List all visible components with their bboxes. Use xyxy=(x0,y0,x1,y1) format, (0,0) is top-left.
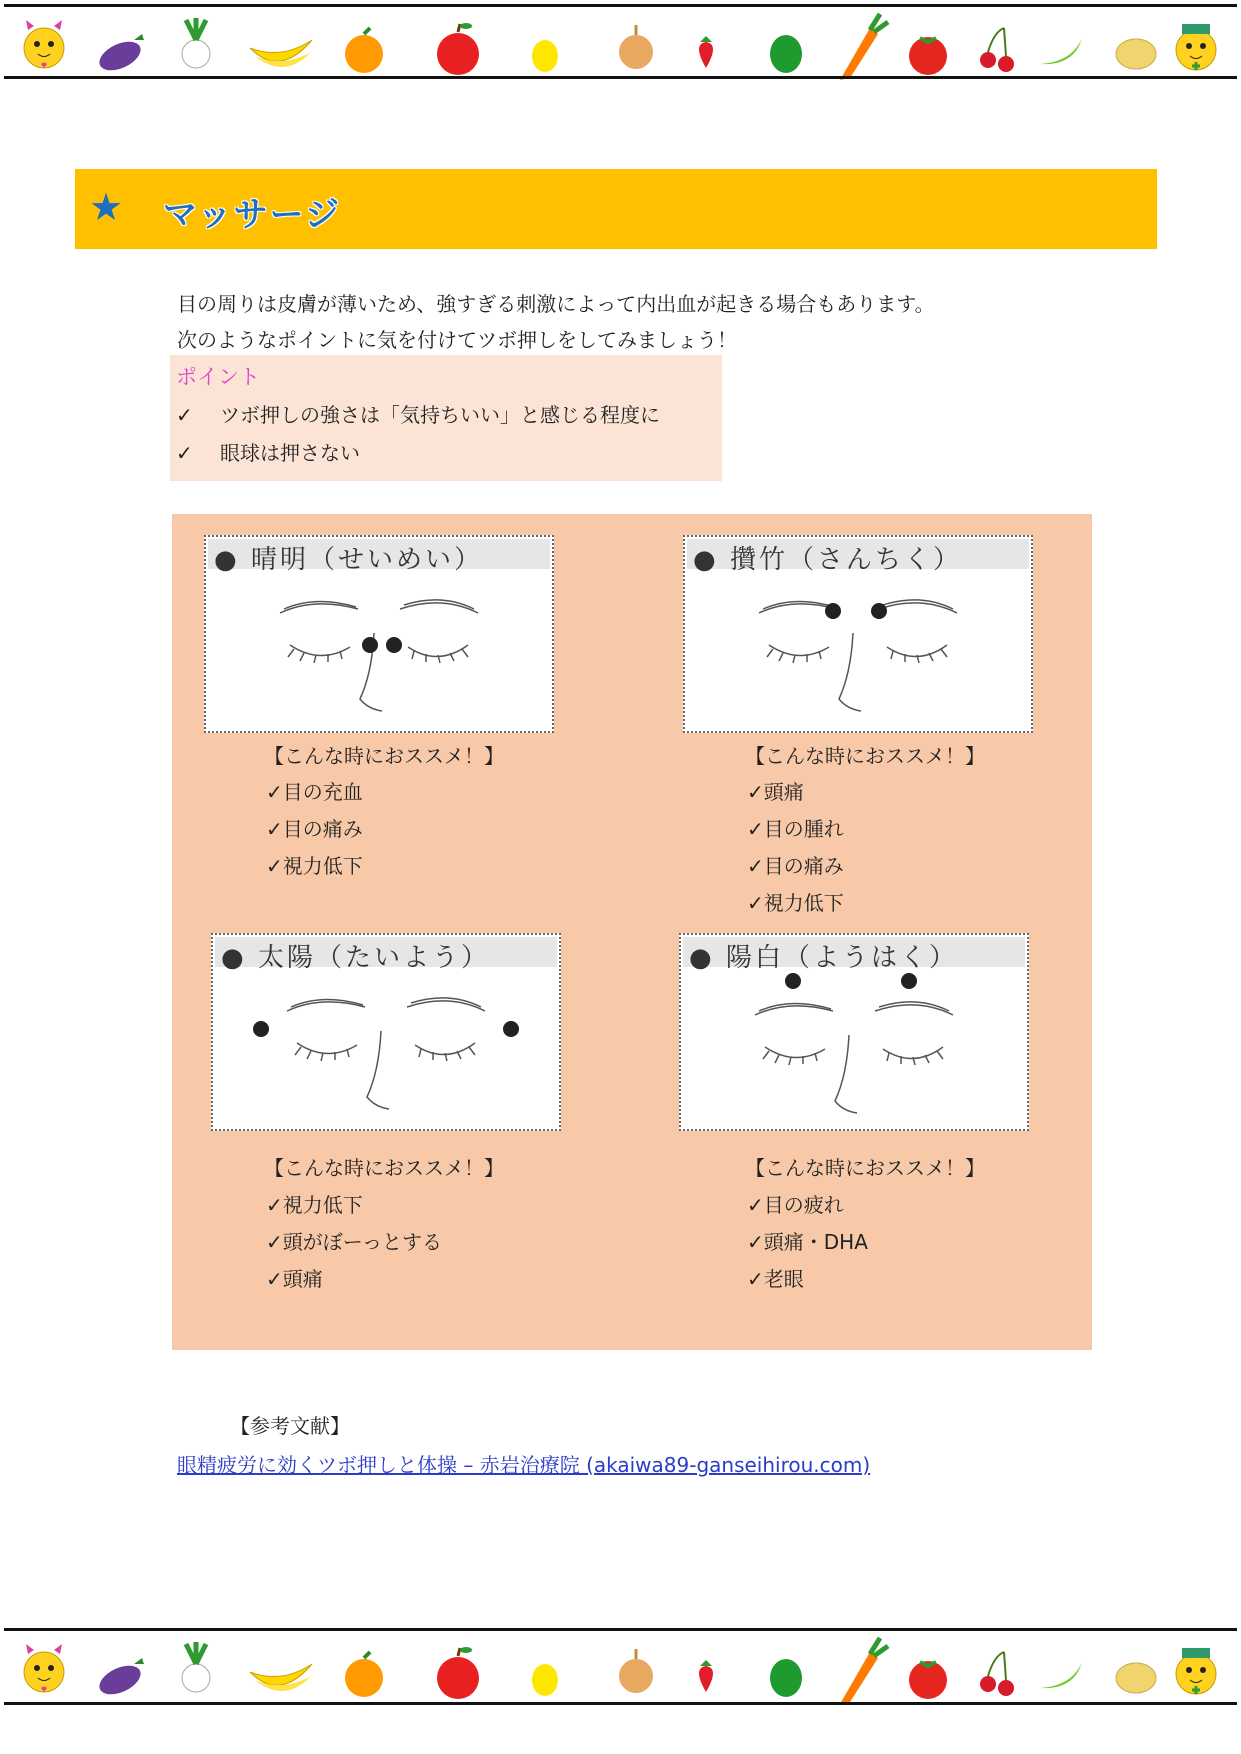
check-icon: ✓ xyxy=(176,441,193,465)
point-item: ✓ ツボ押しの強さは「気持ちいい」と感じる程度に xyxy=(176,403,660,427)
mascot-nurse-icon xyxy=(1176,1648,1216,1694)
point-item: ✓ 眼球は押さない xyxy=(176,441,360,465)
cherry-icon xyxy=(980,28,1014,72)
bottom-icon-strip xyxy=(0,1632,1241,1706)
check-icon: ✓ xyxy=(176,403,193,427)
tsubo-image-frame xyxy=(211,933,561,1131)
apple-icon xyxy=(437,23,479,75)
mascot-girl-icon xyxy=(24,1644,64,1692)
banana-icon xyxy=(250,1664,312,1691)
recommend-title: 【こんな時におススメ！】 xyxy=(264,1156,504,1180)
tsubo-taiyou xyxy=(211,933,561,1133)
tomato-icon xyxy=(909,37,947,75)
pea-pod-icon xyxy=(1040,38,1082,64)
cherry-icon xyxy=(980,1652,1014,1696)
points-title: ポイント xyxy=(176,365,260,389)
orange-icon xyxy=(345,1652,383,1697)
mascot-nurse-icon xyxy=(1176,24,1216,70)
recommend-title: 【こんな時におススメ！】 xyxy=(264,744,504,768)
orange-icon xyxy=(345,28,383,73)
tsubo-image-frame xyxy=(679,933,1029,1131)
star-icon: ★ xyxy=(89,185,124,229)
recommend-item: ✓頭がぼーっとする xyxy=(266,1230,442,1254)
face-diagram-icon xyxy=(687,569,1029,729)
section-heading xyxy=(75,169,1157,249)
apple-icon xyxy=(437,1647,479,1699)
top-icon-strip xyxy=(0,8,1241,82)
green-pepper-icon xyxy=(770,35,802,73)
tsubo-youhaku xyxy=(679,933,1029,1133)
bottom-border-line-lower xyxy=(4,1702,1237,1705)
onion-icon xyxy=(619,25,653,69)
recommend-item: ✓視力低下 xyxy=(747,891,844,915)
top-border-line xyxy=(4,4,1237,7)
tsubo-image-frame xyxy=(204,535,554,733)
mascot-girl-icon xyxy=(24,20,64,68)
turnip-icon xyxy=(182,1642,210,1692)
onion-icon xyxy=(619,1649,653,1693)
tsubo-label: ● 晴明（せいめい） xyxy=(214,545,483,575)
recommend-item: ✓頭痛 xyxy=(747,780,804,804)
tomato-icon xyxy=(909,1661,947,1699)
tsubo-label: ● 陽白（ようはく） xyxy=(689,943,958,973)
tsubo-seimei xyxy=(204,535,554,735)
top-border-line-lower xyxy=(4,76,1237,79)
intro-line-1: 目の周りは皮膚が薄いため、強すぎる刺激によって内出血が起きる場合もあります。 xyxy=(177,292,935,316)
intro-line-2: 次のようなポイントに気を付けてツボ押しをしてみましょう！ xyxy=(177,328,737,352)
face-diagram-icon xyxy=(208,569,550,729)
recommend-item: ✓目の腫れ xyxy=(747,817,844,841)
recommend-item: ✓頭痛・DHA xyxy=(747,1230,868,1254)
strawberry-icon xyxy=(699,36,713,68)
recommend-item: ✓視力低下 xyxy=(266,1193,363,1217)
bottom-border-decoration xyxy=(0,1626,1241,1706)
recommend-title: 【こんな時におススメ！】 xyxy=(745,744,985,768)
eggplant-icon xyxy=(95,1658,145,1700)
face-diagram-icon xyxy=(215,967,557,1127)
tsubo-label: ● 攢竹（さんちく） xyxy=(693,545,962,575)
recommend-item: ✓頭痛 xyxy=(266,1267,323,1291)
tsubo-sanchiku xyxy=(683,535,1033,735)
recommend-item: ✓目の疲れ xyxy=(747,1193,844,1217)
pea-pod-icon xyxy=(1040,1662,1082,1688)
top-border-decoration xyxy=(0,0,1241,80)
recommend-title: 【こんな時におススメ！】 xyxy=(745,1156,985,1180)
carrot-icon xyxy=(840,14,888,80)
reference-link[interactable]: 眼精疲労に効くツボ押しと体操 – 赤岩治療院 (akaiwa89-ganseihirou.com) xyxy=(177,1453,871,1477)
banana-icon xyxy=(250,40,312,67)
lemon-icon xyxy=(532,40,558,72)
points-box xyxy=(170,355,722,481)
eggplant-icon xyxy=(95,34,145,76)
tsubo-image-frame xyxy=(683,535,1033,733)
carrot-icon xyxy=(840,1638,888,1704)
turnip-icon xyxy=(182,18,210,68)
recommend-item: ✓目の充血 xyxy=(266,780,363,804)
potato-icon xyxy=(1116,39,1156,69)
face-diagram-icon xyxy=(683,967,1025,1127)
recommend-item: ✓目の痛み xyxy=(747,854,844,878)
recommend-item: ✓視力低下 xyxy=(266,854,363,878)
potato-icon xyxy=(1116,1663,1156,1693)
lemon-icon xyxy=(532,1664,558,1696)
section-title: マッサージ xyxy=(163,195,341,235)
references-label: 【参考文献】 xyxy=(230,1414,350,1438)
strawberry-icon xyxy=(699,1660,713,1692)
green-pepper-icon xyxy=(770,1659,802,1697)
tsubo-label: ● 太陽（たいよう） xyxy=(221,943,490,973)
recommend-item: ✓目の痛み xyxy=(266,817,363,841)
bottom-border-line xyxy=(4,1628,1237,1631)
recommend-item: ✓老眼 xyxy=(747,1267,804,1291)
